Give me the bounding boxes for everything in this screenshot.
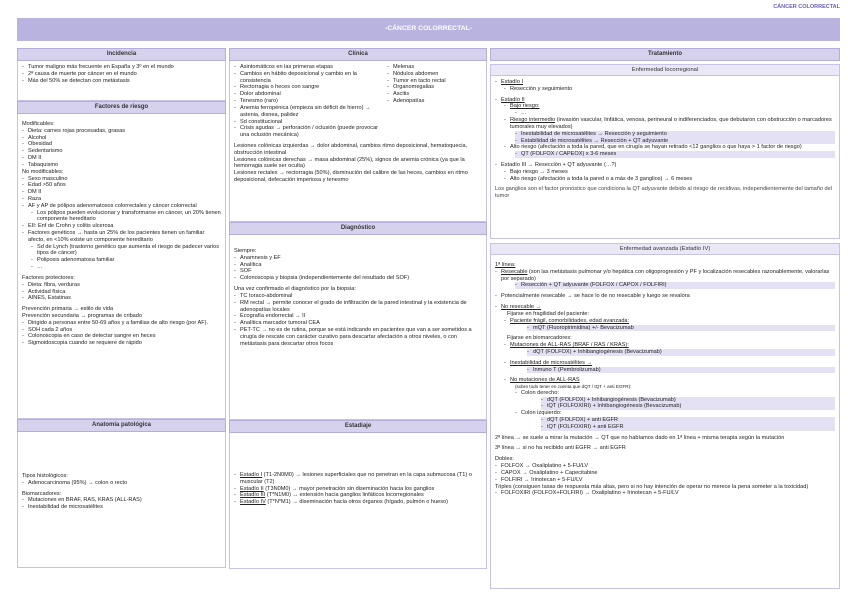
list-item: - AINES, Estatinas [22, 295, 221, 302]
diag-list-2 [234, 293, 482, 348]
list-item: - dQT (FOLFOX) + anti EGFR [541, 417, 835, 424]
list-item: - Más del 50% se detectan con metástasis [22, 78, 221, 85]
stage-item [234, 472, 482, 486]
list-item: - Dieta: carnes rojas procesadas, grasas [22, 128, 221, 135]
nomut-item: - No mutaciones de ALL-RAS [504, 377, 835, 384]
stage-text: (T*N1M0) → extensión hacia ganglios linfáticos locorregionales [265, 492, 424, 499]
list-item: - Raza [22, 196, 221, 203]
clinica-box [229, 61, 487, 222]
list-item: - Dolor abdominal [234, 91, 387, 98]
list-item: - Sexo masculino [22, 176, 221, 183]
section-header-diagnostico: Diagnóstico [229, 222, 487, 235]
stage-2-bajo-sublist [495, 110, 835, 117]
stage-2-intermedio: - Riesgo intermedio (invasión vascular, linfática, venosa, perineural o indiferenciados, que debutaron con obstrucción o marcadores tumorales muy elevados) [504, 117, 835, 131]
list-item: - Bajo riesgo → 3 meses [504, 169, 835, 176]
resecable-item: - Resecable (son las metástasis pulmonar y/o hepática con oligoprogresión y PF y localización resecables razonablemente, valorarlas por separado) [495, 269, 835, 283]
list-item: - Analítica marcador tumoral CEA [234, 320, 482, 327]
list-item: - dQT (FOLFOX) + Inhibangiogénesis (Bevacizumab) [541, 397, 835, 404]
list-item: - Mutaciones en BRAF, RAS, KRAS (ALL-RAS) [22, 497, 221, 504]
list-item: - SOH cada 2 años [22, 327, 221, 334]
no-resecable-text: Fijarse en fragilidad del paciente: [507, 310, 590, 317]
stage-label: Estadío IV [240, 499, 266, 506]
corner-title: CÁNCER COLORRECTAL [773, 4, 840, 10]
colon-izq-sublist [495, 417, 835, 431]
stage-1-sublist [495, 86, 835, 93]
list-item: - QT (FOLFOX / CAPEOX) x 3-6 meses [515, 151, 835, 158]
subheader-avanzada: Enfermedad avanzada (Estadío IV) [490, 243, 840, 255]
nomod-label: No modificables: [22, 168, 64, 175]
list-item: - Rectorragia o heces con sangre [234, 84, 387, 91]
tipos-label: Tipos histológicos: [22, 473, 68, 479]
prev-secundaria: Prevención secundaria → programas de cribado [22, 312, 143, 319]
stage-2-alto: - Alto riesgo (afectación a toda la pared, que en cirugía se hayan retirado <12 ganglios o que haya > 1 factor de riesgo) [504, 144, 835, 151]
subheader-locorregional: Enfermedad locorregional [490, 64, 840, 76]
list-item: - Cambios en hábito deposicional y cambio en la consistencia [234, 71, 387, 85]
list-item: - Ascitis [387, 91, 482, 98]
triples-label: Triples (consiguen tasas de respuesta más altas, pero si no hay intención de operar no merece la pena someter a la toxicidad) [495, 483, 809, 490]
list-item: - Adenocarcinoma (95%) → colon o recto [22, 480, 221, 487]
list-item: - Alcohol [22, 135, 221, 142]
mut-sublist [495, 349, 835, 356]
list-item: - Sd constitucional [234, 119, 387, 126]
incidencia-box [17, 61, 226, 101]
dobles-label: Dobles: [495, 456, 514, 463]
diag-label-2: Una vez confirmado el diagnóstico por la biopsia: [234, 286, 356, 293]
linea-3: 3ª línea → si no ha recibido anti EGFR → anti EGFR [495, 445, 626, 452]
list-item: - Crisis agudas → perforación / oclusión (puede provocar una oclusión mecánica) [234, 125, 387, 139]
list-item: - CAPOX → Oxaliplatino + Capecitabine [495, 470, 835, 477]
list-item: - DM II [22, 155, 221, 162]
clinica-list-right [387, 64, 482, 105]
list-item: - Dirigido a personas entre 50-69 años y a familias de alto riesgo (por AF). [22, 320, 221, 327]
list-item: - Resección + QT adyuvante (FOLFOX / CAPOX / FOLFIRI) [515, 282, 835, 289]
fragil-item: - Paciente frágil, comorbilidades, edad avanzada: [504, 318, 835, 325]
clinica-list-left [234, 64, 387, 139]
list-item: - RM rectal → permite conocer el grado de infiltración de la pared intestinal y la existencia de adenopatías locales [234, 300, 482, 314]
list-item: - Resección y seguimiento [504, 86, 835, 93]
column-right [490, 48, 840, 589]
list-item: - Factores genéticos → hasta un 25% de los pacientes tienen un familiar afecto, en <10% existe un componente hereditario [22, 230, 221, 244]
list-item: - DM II [22, 189, 221, 196]
stage-label: Estadío I [240, 472, 263, 478]
list-item: - Poliposis adenomatosa familiar [31, 257, 221, 264]
estadiaje-box [229, 433, 487, 569]
list-item: - … [515, 110, 835, 117]
list-item: - 2ª causa de muerte por cáncer en el mundo [22, 71, 221, 78]
list-item: - Ecografía endorrectal → II [234, 313, 482, 320]
list-item: - Alto riesgo (afectación a toda la pared o a más de 3 ganglios) → 6 meses [504, 176, 835, 183]
list-item: - mQT (Fluoropirimidina) +/- Bevacizumab [527, 325, 835, 332]
dobles-list [495, 463, 835, 483]
prev-primaria: Prevención primaria → estilo de vida [22, 306, 114, 313]
list-item: - dQT (FOLFOX) + Inhibangiogénesis (Bevacizumab) [527, 349, 835, 356]
list-item: - Anamnesis y EF [234, 255, 482, 262]
clinica-izq: Lesiones colónicas izquierdas → dolor abdominal, cambios ritmo deposicional, hematoquecia, obstrucción intestinal [234, 142, 468, 156]
nomod-list-2 [22, 223, 221, 243]
incidencia-list [22, 64, 221, 84]
stage-2-item: - Estadío II [495, 97, 835, 104]
linea-1-label: 1ª línea: [495, 262, 516, 268]
list-item: - Colonoscopia en caso de detectar sangre en heces [22, 333, 221, 340]
mod-list [22, 128, 221, 169]
inest-item: - Inestabilidad de microsatélites → [504, 360, 835, 367]
list-item: - AF y AP de pólipos adenomatosos colorrectales y cáncer colorrectal [22, 203, 221, 210]
list-item: - Organomegalias [387, 84, 482, 91]
resecable-sublist [495, 282, 835, 289]
stage-text: (T3N0M0) → mayor penetración sin diseminación hacia los ganglios [263, 485, 435, 492]
list-item: - Tabaquismo [22, 162, 221, 169]
list-item: - Inestabilidad de microsatélites [22, 504, 221, 511]
potencialmente-item: - Potencialmente resecable → se hace lo de no resecable y luego se revalora [495, 293, 835, 300]
stage-item [234, 499, 482, 506]
list-item: - Estabilidad de microsatélites → Resección + QT adyuvante [515, 138, 835, 145]
list-item: - SOF [234, 268, 482, 275]
list-item: - Nódulos abdomen [387, 71, 482, 78]
list-item: - Asintomáticos en las primeras etapas [234, 64, 387, 71]
list-item: - Adenopatías [387, 98, 482, 105]
mut-item: - Mutaciones de ALL-RAS (BRAF / RAS / KRAS): [504, 342, 835, 349]
section-header-estadiaje: Estadiaje [229, 420, 487, 433]
list-item: - FOLFOXIRI (FOLFOX+FOLFIRI) → Oxaliplatino + Irinotecan + 5-FU/LV [495, 490, 835, 497]
estadiaje-list [234, 472, 482, 506]
colon-der-item: - Colon derecho: [515, 390, 835, 397]
stage-1-item: - Estadío I [495, 79, 835, 86]
locorregional-box [490, 76, 840, 239]
tipos-list [22, 480, 221, 487]
stage-text: (T1-2N0M0) → lesiones superficiales que no penetran en la capa submucosa (T1) o muscular (T2) [240, 472, 472, 485]
section-header-clinica: Clínica [229, 48, 487, 61]
clinica-der: Lesiones colónicas derechas → masa abdominal (25%), signos de anemia crónica (ya que la hemorragia suele ser oculta) [234, 156, 465, 170]
list-item: - Tenesmo (raro) [234, 98, 387, 105]
stage-label: Estadío II [240, 485, 264, 492]
list-item: - Sedentarismo [22, 148, 221, 155]
section-header-tratamiento: Tratamiento [490, 48, 840, 61]
nomut-note: (sobre todo tener en cuenta que dQT / tQT + anti EGFR): [515, 384, 632, 390]
stage-3-sublist [495, 169, 835, 183]
column-middle [229, 48, 487, 569]
list-item: - Melenas [387, 64, 482, 71]
list-item: - Tumor en tacto rectal [387, 78, 482, 85]
nomod-list [22, 176, 221, 210]
loco-note: Los ganglios son el factor pronóstico que condiciona la QT adyuvante debido al riesgo de recidivas, independientemente del tamaño del tumor [495, 186, 832, 200]
list-item: - Colonoscopia y biopsia (independientemente del resultado del SOF) [234, 275, 482, 282]
section-header-factores: Factores de riesgo [17, 101, 226, 114]
prot-label: Factores protectores: [22, 274, 75, 281]
diagnostico-box [229, 235, 487, 420]
inest-sublist [495, 367, 835, 374]
linea-2: 2ª línea → se suele a mirar la mutación → QT que no habíamos dado en 1ª línea + misma terapia según la mutación [495, 434, 785, 441]
triples-list [495, 490, 835, 497]
mod-label: Modificables: [22, 121, 55, 127]
list-item: - Inestabilidad de microsatélites → Resección y seguimiento [515, 131, 835, 138]
bio-label: Fijarse en biomarcadores: [507, 335, 572, 342]
list-item: - tQT (FOLFOXIRI) + Inhibangiogénesis (Bevacizumab) [541, 403, 835, 410]
bio-list [22, 497, 221, 511]
fragil-sublist [495, 325, 835, 332]
list-item: - EII: Enf de Crohn y colitis ulcerosa [22, 223, 221, 230]
section-header-anatomia: Anatomía patológica [17, 419, 226, 432]
factores-box [17, 114, 226, 419]
prev-list [22, 320, 221, 347]
clinica-rect: Lesiones rectales → rectorragia (50%), disminución del calibre de las heces, cambios en ritmo deposicional, defecación imperiosa y tenesmo [234, 170, 468, 183]
list-item: - Sigmoidoscopia cuando se requiere de rápido [22, 340, 221, 347]
page-title: -CÁNCER COLORRECTAL- [17, 18, 840, 41]
bio-label: Biomarcadores: [22, 490, 62, 497]
list-item: - PET-TC → no es de rutina, porque se está indicando en pacientes que van a ser sometidos a cirugía de rescate con carácter curativo para descartar afectación a otros niveles, o con metástasis para descartar otros focos [234, 327, 482, 347]
list-item: - Anemia ferropénica (empieza sin déficit de hierro) → astenia, disnea, palidez [234, 105, 387, 119]
list-item: - … [31, 264, 221, 271]
nomod-sublist [22, 210, 221, 224]
stage-item [234, 492, 482, 499]
stage-label: Estadío III [240, 492, 266, 499]
stage-item [234, 486, 482, 493]
no-resecable-item: - No resecable → [495, 304, 835, 311]
avanzada-box [490, 255, 840, 589]
stage-2-alto-sublist [495, 151, 835, 158]
list-item: - Dieta: fibra, verduras [22, 282, 221, 289]
list-item: - Inmuno T (Pembrolizumab) [527, 367, 835, 374]
list-item: - Los pólipos pueden evolucionar y transformarse en cáncer, un 20% tienen componente hereditario [31, 210, 221, 224]
column-left [17, 48, 226, 568]
list-item: - FOLFIRI → Irinotecan + 5-FU/LV [495, 477, 835, 484]
colon-izq-item: - Colon izquierdo: [515, 410, 835, 417]
diag-label-1: Siempre: [234, 248, 257, 254]
list-item: - Tumor maligno más frecuente en España y 3º en el mundo [22, 64, 221, 71]
list-item: - TC toraco-abdominal [234, 293, 482, 300]
list-item: - tQT (FOLFOXIRI) + anti EGFR [541, 424, 835, 431]
colon-der-sublist [495, 397, 835, 411]
genetic-sublist [22, 244, 221, 271]
list-item: - FOLFOX → Oxaliplatino + 5-FU/LV [495, 463, 835, 470]
list-item: - Sd de Lynch (trastorno genético que aumenta el riesgo de padecer varios tipos de cáncer) [31, 244, 221, 258]
anatomia-box [17, 432, 226, 568]
list-item: - Actividad física [22, 289, 221, 296]
stage-3-item: - Estadío III → Resección + QT adyuvante (…?) [495, 162, 835, 169]
section-header-incidencia: Incidencia [17, 48, 226, 61]
stage-2-int-sublist [495, 131, 835, 145]
stage-text: (T*N*M1) → diseminación hacia otros órganos (hígado, pulmón o hueso) [265, 499, 449, 506]
diag-list-1 [234, 255, 482, 282]
list-item: - Analítica [234, 262, 482, 269]
list-item: - Obesidad [22, 141, 221, 148]
stage-2-bajo: - Bajo riesgo: [504, 103, 835, 110]
list-item: - Edad >50 años [22, 182, 221, 189]
prot-list [22, 282, 221, 302]
